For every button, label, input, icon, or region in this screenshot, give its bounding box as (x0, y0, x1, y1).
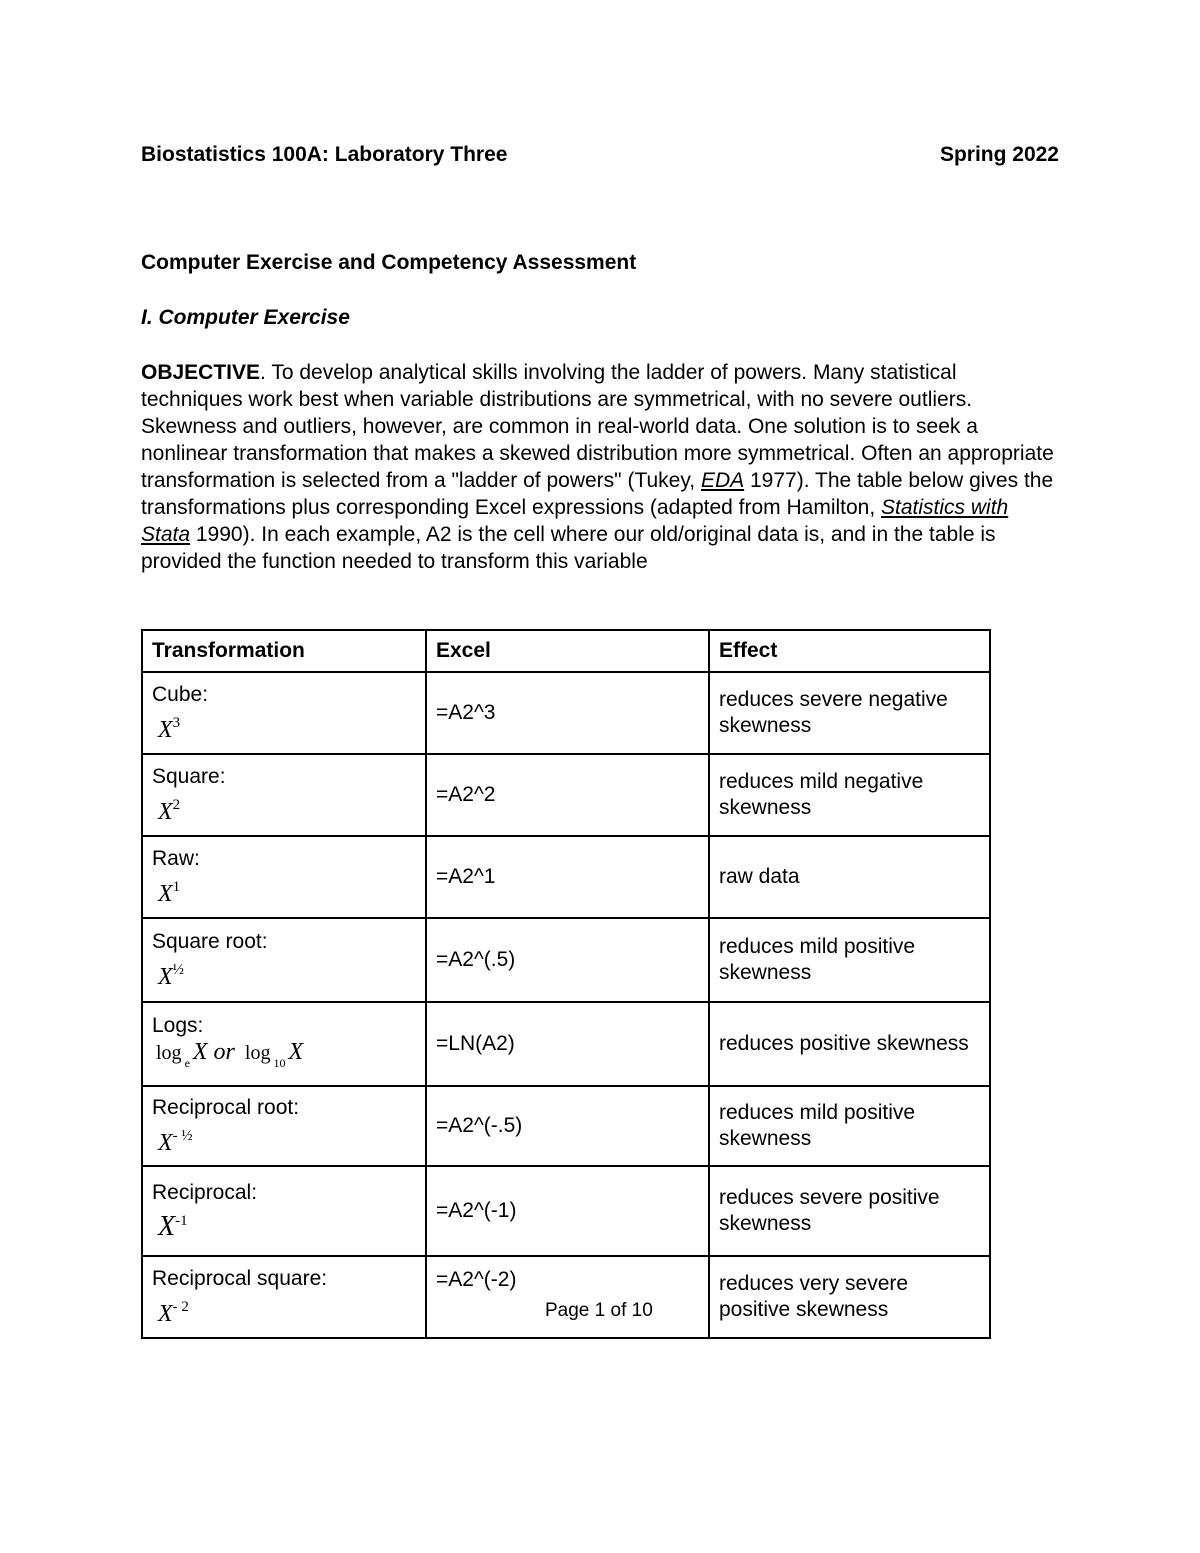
excel-formula: =A2^3 (426, 672, 709, 754)
page-header (141, 143, 1059, 167)
subsection-title: I. Computer Exercise (141, 306, 350, 329)
section-title: Computer Exercise and Competency Assessment (141, 251, 637, 274)
transformation-cell (142, 672, 426, 754)
transformation-name: Square: (152, 765, 226, 788)
transformation-cell (142, 1002, 426, 1086)
effect-text: reduces mild negative skewness (709, 754, 990, 836)
term-label: Spring 2022 (939, 143, 1059, 166)
objective-text-1: . To develop analytical skills involving the ladder of powers. Many statistical techniques work best when variable distributions are symmetrical, with no severe outliers. Skewness and outliers, however, are common in real-world data. One solution is to seek a nonlinear transformation that makes a skewed distribution more symmetrical. Often an appropriate transformation is selected from a "ladder of powers" (Tukey, (141, 361, 1054, 492)
transformation-cell (142, 1256, 426, 1338)
transformation-name: Cube: (152, 683, 209, 706)
power-expression: $X^{- 2}$ (158, 1299, 189, 1327)
objective-label: OBJECTIVE (141, 361, 261, 384)
table-row (142, 918, 990, 1002)
page-number: Page 1 of 10 (545, 1300, 653, 1321)
transformation-cell (142, 754, 426, 836)
log-expression: log $_e$ X or log $_{10}$ X (156, 1038, 304, 1070)
citation-stata: Statistics with Stata (141, 496, 1009, 546)
objective-text-3: 1990). In each example, A2 is the cell where our old/original data is, and in the table is provided the function needed to transform this variable (141, 523, 996, 573)
power-expression: $X^1$ (158, 879, 181, 907)
header-effect: Effect (709, 630, 990, 672)
header-transformation: Transformation (142, 630, 426, 672)
transformation-cell (142, 1086, 426, 1166)
transformation-cell (142, 836, 426, 918)
effect-text: raw data (709, 836, 990, 918)
course-title: Biostatistics 100A: Laboratory Three (141, 143, 508, 166)
power-expression: $X^3$ (158, 715, 181, 743)
effect-text: reduces mild positive skewness (709, 1086, 990, 1166)
excel-formula: =A2^(-.5) (426, 1086, 709, 1166)
table-row (142, 1086, 990, 1166)
excel-formula: =A2^(.5) (426, 918, 709, 1002)
effect-text: reduces mild positive skewness (709, 918, 990, 1002)
effect-text: reduces severe positive skewness (709, 1166, 990, 1256)
effect-text: reduces severe negative skewness (709, 672, 990, 754)
objective-text-2: 1977). The table below gives the transformations plus corresponding Excel expressions (adapted from Hamilton, (141, 469, 1054, 519)
transformation-cell (142, 918, 426, 1002)
transformation-name: Square root: (152, 930, 268, 953)
transformation-name: Reciprocal root: (152, 1096, 300, 1119)
table-row (142, 1256, 990, 1338)
objective-paragraph (141, 359, 1056, 575)
table-row (142, 672, 990, 754)
ladder-of-powers-table (141, 629, 991, 1339)
table-row (142, 1166, 990, 1256)
power-expression: $X^{- \frac{1}{2}}$ (158, 1128, 193, 1156)
table-row (142, 1002, 990, 1086)
header-excel: Excel (426, 630, 709, 672)
excel-formula: =A2^1 (426, 836, 709, 918)
power-expression: $X^2$ (158, 797, 181, 825)
transformation-name: Reciprocal: (152, 1181, 258, 1204)
transformation-name: Raw: (152, 847, 200, 870)
power-expression: $X^{-1}$ (158, 1211, 188, 1242)
excel-formula: =A2^2 (426, 754, 709, 836)
table-row (142, 754, 990, 836)
table-row (142, 836, 990, 918)
excel-formula: =LN(A2) (426, 1002, 709, 1086)
excel-formula: =A2^(-2) (426, 1256, 709, 1338)
citation-eda: EDA (700, 469, 745, 492)
table-header-row (142, 630, 990, 672)
transformation-name: Reciprocal square: (152, 1267, 328, 1290)
effect-text: reduces very severe positive skewness (709, 1256, 990, 1338)
power-expression: $X^{\frac{1}{2}}$ (158, 962, 184, 990)
transformation-cell (142, 1166, 426, 1256)
transformation-name: Logs: (152, 1013, 204, 1037)
excel-formula: =A2^(-1) (426, 1166, 709, 1256)
effect-text: reduces positive skewness (709, 1002, 990, 1086)
